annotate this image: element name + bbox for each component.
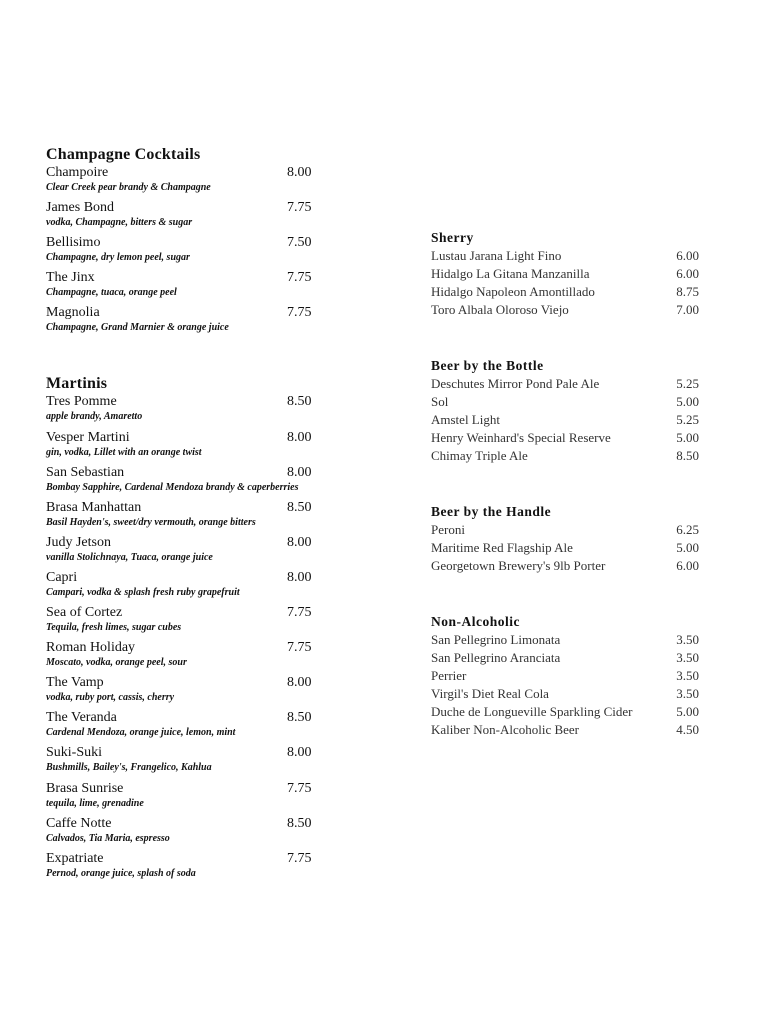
item-name: Duche de Longueville Sparkling Cider [431,704,633,720]
item-name: The Veranda [46,710,117,726]
item-name: Hidalgo Napoleon Amontillado [431,284,595,300]
item-description: Clear Creek pear brandy & Champagne [46,182,211,193]
menu-item [46,780,346,815]
menu-item [46,815,346,850]
item-price: 7.75 [287,850,312,866]
non-alcoholic-section [431,613,699,740]
item-name: Lustau Jarana Light Fino [431,248,562,263]
item-name: San Pellegrino Aranciata [431,650,561,666]
item-name: Peroni [431,522,465,537]
menu-item [46,569,346,604]
item-name: Caffe Notte [46,815,112,831]
menu-item [46,393,346,428]
item-price: 7.50 [287,235,312,251]
item-name: Bellisimo [46,235,101,251]
item-price: 8.00 [287,745,312,761]
item-description: apple brandy, Amaretto [46,411,143,423]
sherry-section [431,229,699,319]
item-name: Hidalgo La Gitana Manzanilla [431,266,590,282]
item-description: vodka, Champagne, bitters & sugar [46,217,193,229]
menu-item [46,499,346,534]
item-name: Georgetown Brewery's 9lb Porter [431,558,606,574]
menu-item [431,685,699,703]
item-name: Tres Pomme [46,394,117,410]
menu-item [431,429,699,447]
item-name: Perrier [431,668,467,684]
item-name: Capri [46,569,78,585]
menu-item [431,557,699,575]
non-alcoholic-section-title: Non-Alcoholic [431,614,520,629]
item-price: 8.50 [676,448,699,464]
menu-item [431,447,699,465]
martinis-section-title: Martinis [46,375,108,393]
beer-bottle-section-title: Beer by the Bottle [431,358,544,373]
item-name: Magnolia [46,305,100,321]
item-description: gin, vodka, Lillet with an orange twist [46,446,202,458]
item-description: Champagne, Grand Marnier & orange juice [46,322,229,334]
item-name: Roman Holiday [46,640,136,656]
item-price: 7.75 [287,605,312,621]
menu-item [46,464,346,499]
menu-item [46,850,346,885]
item-name: The Jinx [46,270,95,286]
menu-item [46,709,346,744]
item-name: Sol [431,394,449,410]
item-price: 3.50 [676,686,699,702]
menu-item [431,283,699,301]
item-name: Kaliber Non-Alcoholic Beer [431,722,580,738]
menu-item [431,411,699,429]
item-description: Bombay Sapphire, Cardenal Mendoza brandy & caperberries [46,481,299,493]
item-price: 8.00 [287,464,312,480]
item-name: Maritime Red Flagship Ale [431,540,573,556]
champagne-section-title: Champagne Cocktails [46,146,201,163]
item-price: 7.00 [676,302,699,318]
menu-item [46,674,346,709]
item-price: 5.00 [676,394,699,410]
menu-item [46,304,346,339]
menu-item [431,667,699,685]
item-price: 6.00 [676,248,699,263]
item-description: vanilla Stolichnaya, Tuaca, orange juice [46,551,213,563]
menu-item [431,247,699,265]
menu-item [46,269,346,304]
item-name: Suki-Suki [46,745,103,761]
martinis-list [46,393,346,884]
item-price: 8.00 [287,534,312,550]
section-spacer [46,339,346,375]
item-description: Moscato, vodka, orange peel, sour [46,657,187,669]
item-price: 8.00 [287,429,312,445]
item-price: 7.75 [287,780,312,796]
item-price: 8.50 [287,499,312,515]
item-name: James Bond [46,200,115,216]
item-name: Champoire [46,165,109,180]
item-description: Pernod, orange juice, splash of soda [46,867,196,879]
item-price: 7.75 [287,200,312,216]
item-price: 6.00 [676,266,699,282]
item-price: 5.25 [676,376,699,391]
menu-item [431,521,699,539]
item-description: vodka, ruby port, cassis, cherry [46,692,175,704]
menu-item [46,429,346,464]
item-price: 8.50 [287,394,312,410]
menu-item [431,703,699,721]
item-name: Brasa Manhattan [46,499,142,515]
beer-handle-section-title: Beer by the Handle [431,504,552,519]
menu-item [431,649,699,667]
item-name: Vesper Martini [46,429,130,445]
item-description: Tequila, fresh limes, sugar cubes [46,622,182,634]
item-description: Basil Hayden's, sweet/dry vermouth, orange bitters [46,516,256,528]
item-name: Toro Albala Oloroso Viejo [431,302,569,318]
item-description: Bushmills, Bailey's, Frangelico, Kahlua [46,762,212,774]
item-description: Campari, vodka & splash fresh ruby grapefruit [46,586,240,598]
menu-item [46,744,346,779]
item-name: Virgil's Diet Real Cola [431,686,549,702]
item-name: Henry Weinhard's Special Reserve [431,430,611,446]
menu-item [431,375,699,393]
menu-item [431,631,699,649]
left-column [46,146,346,885]
item-name: Judy Jetson [46,534,111,550]
item-price: 7.75 [287,305,312,321]
menu-item [431,265,699,283]
item-price: 5.25 [676,412,699,428]
menu-item [431,301,699,319]
sherry-section-title: Sherry [431,230,474,245]
beer-handle-section [431,503,699,575]
item-price: 4.50 [676,722,699,738]
item-price: 5.00 [676,540,699,556]
item-name: Sea of Cortez [46,605,123,621]
item-price: 6.00 [676,558,699,574]
menu-item [46,639,346,674]
menu-item [46,199,346,234]
item-price: 3.50 [676,668,699,684]
menu-item [431,721,699,739]
menu-item [46,234,346,269]
item-price: 7.75 [287,640,312,656]
item-price: 3.50 [676,632,699,647]
item-name: Brasa Sunrise [46,780,124,796]
item-price: 8.00 [287,675,312,691]
item-price: 6.25 [676,522,699,537]
item-name: San Sebastian [46,464,125,480]
item-description: Champagne, dry lemon peel, sugar [46,252,190,264]
item-price: 7.75 [287,270,312,286]
item-price: 3.50 [676,650,699,666]
item-price: 8.50 [287,815,312,831]
beer-bottle-section [431,357,699,465]
item-description: Calvados, Tia Maria, espresso [46,832,170,844]
item-description: tequila, lime, grenadine [46,797,144,809]
item-name: The Vamp [46,675,104,691]
item-price: 5.00 [676,704,699,720]
item-description: Cardenal Mendoza, orange juice, lemon, mint [46,727,236,739]
item-price: 8.00 [287,165,312,180]
menu-item [431,539,699,557]
item-description: Champagne, tuaca, orange peel [46,287,177,299]
item-name: Expatriate [46,850,104,866]
menu-item [46,534,346,569]
menu-item [431,393,699,411]
item-name: Deschutes Mirror Pond Pale Ale [431,376,600,391]
item-name: Amstel Light [431,412,500,428]
item-price: 8.75 [676,284,699,300]
champagne-list [46,164,346,339]
item-name: Chimay Triple Ale [431,448,528,464]
item-price: 8.00 [287,569,312,585]
menu-item [46,164,346,199]
item-price: 8.50 [287,710,312,726]
menu-item [46,604,346,639]
item-name: San Pellegrino Limonata [431,632,561,647]
item-price: 5.00 [676,430,699,446]
